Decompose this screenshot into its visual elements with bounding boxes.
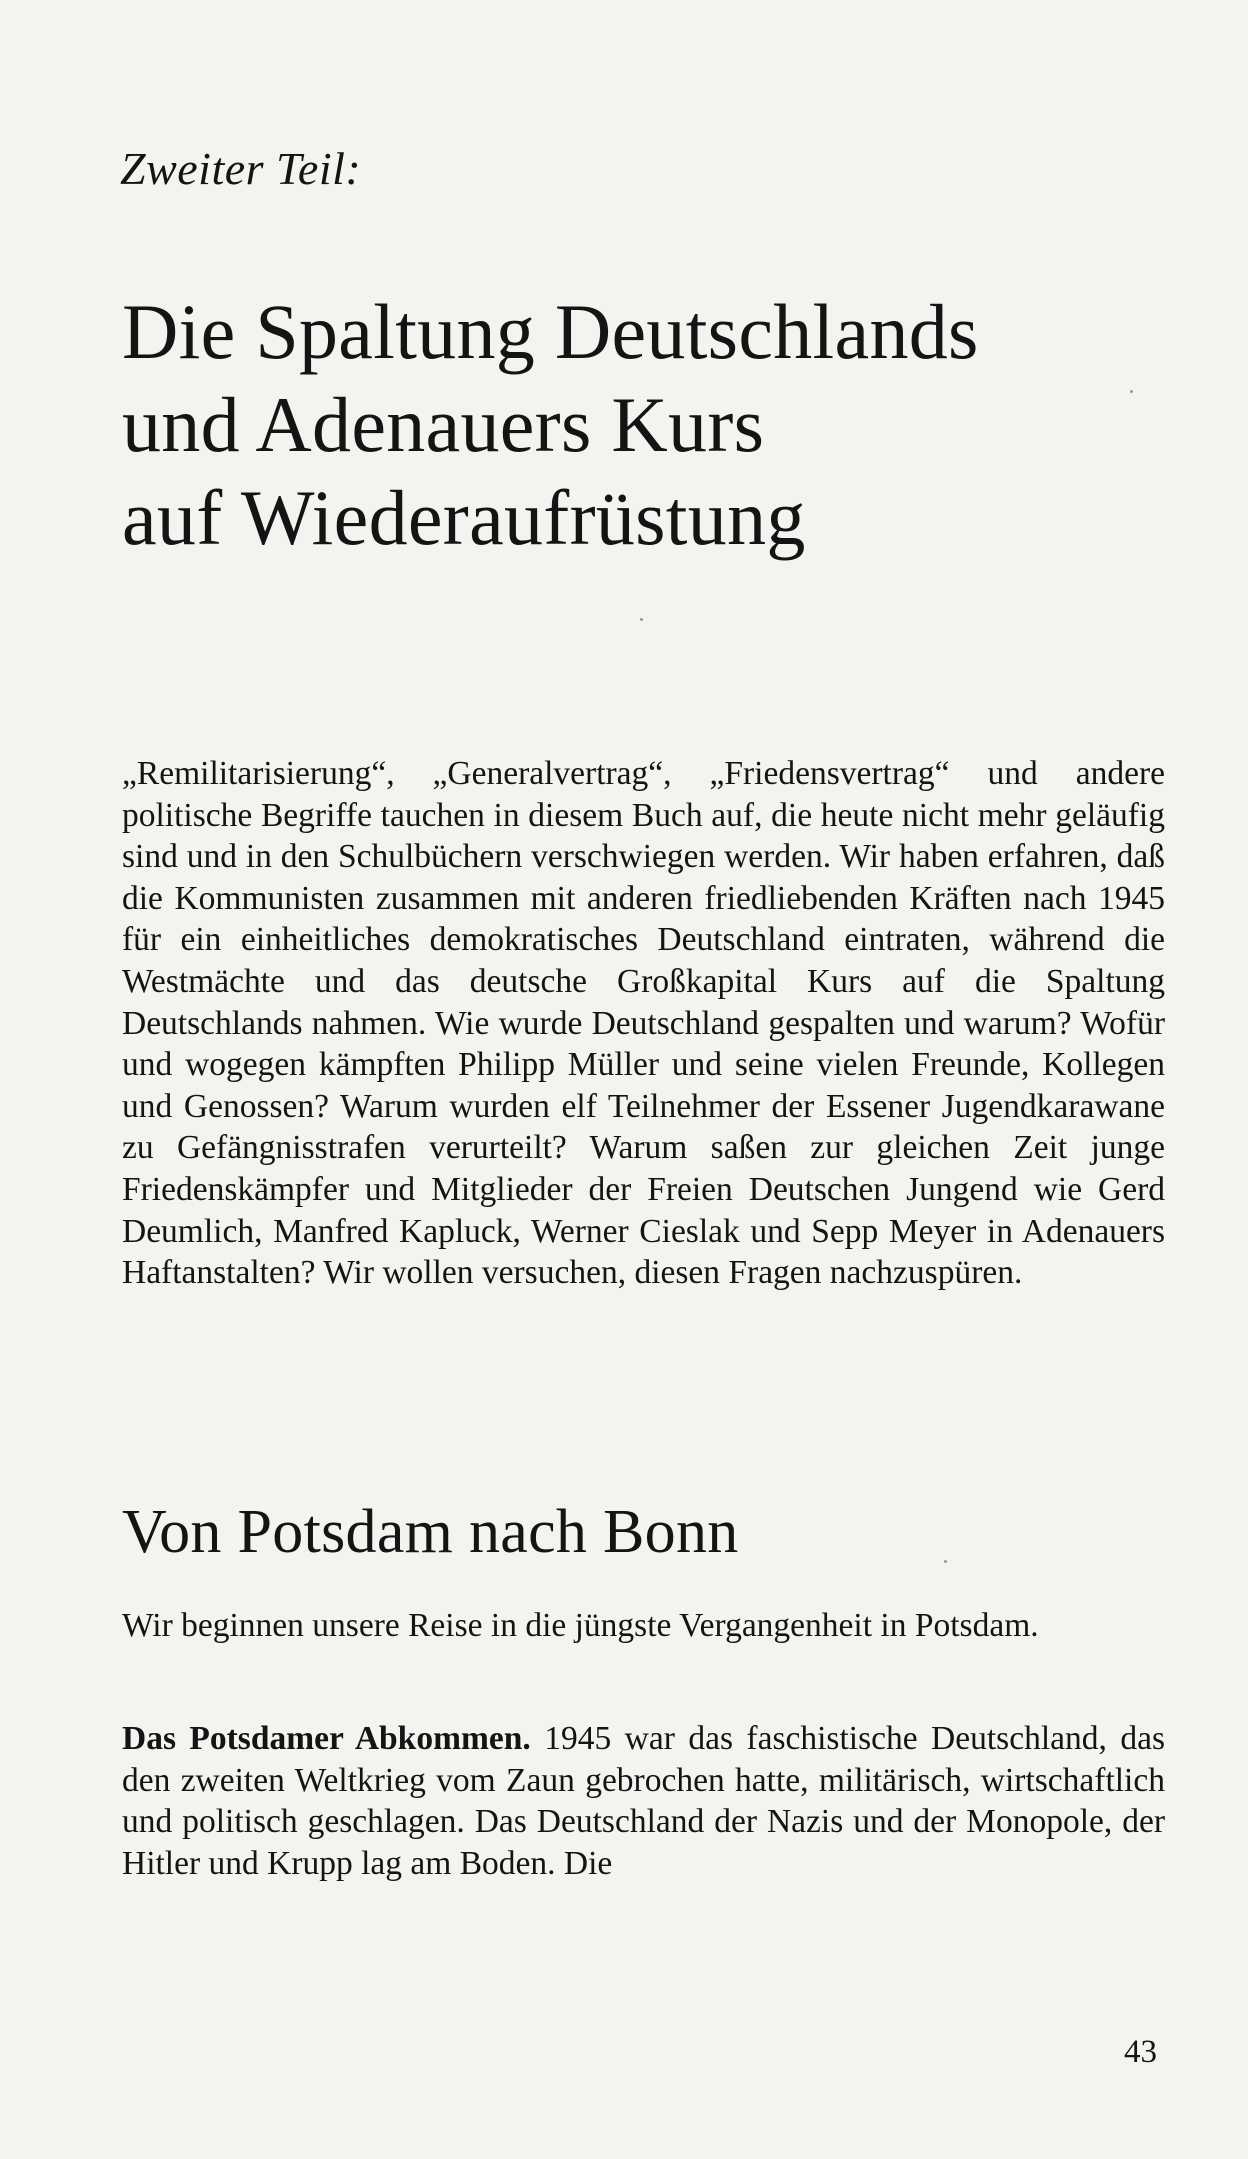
paper-speck (1130, 390, 1133, 393)
paper-speck (640, 618, 643, 621)
chapter-title (122, 285, 1172, 564)
page-number: 43 (1124, 2034, 1157, 2070)
body-paragraph (122, 1718, 1165, 1884)
body-paragraph-text: 1945 war das faschistische Deutschland, das den zweiten Weltkrieg vom Zaun gebrochen hatte, militärisch, wirtschaftlich und politisch geschlagen. Das Deutschland der Nazis und der Monopole, der Hitler und Krupp lag am Boden. Die (122, 1720, 1165, 1882)
intro-paragraph: „Remilitarisierung“, „Generalvertrag“, „Friedensvertrag“ und andere politische Begriffe tauchen in diesem Buch auf, die heute nicht mehr geläufig sind und in den Schulbüchern verschwiegen werden. Wir haben erfahren, daß die Kommunisten zusammen mit anderen friedliebenden Kräften nach 1945 für ein einheitliches demokratisches Deutschland eintraten, während die Westmächte und das deutsche Großkapital Kurs auf die Spaltung Deutschlands nahmen. Wie wurde Deutschland gespalten und warum? Wofür und wogegen kämpften Philipp Müller und seine vielen Freunde, Kollegen und Genossen? Warum wurden elf Teilnehmer der Essener Jugendkarawane zu Gefängnisstrafen verurteilt? Warum saßen zur gleichen Zeit junge Friedenskämpfer und Mitglieder der Freien Deutschen Jungend wie Gerd Deumlich, Manfred Kapluck, Werner Cieslak und Sepp Meyer in Adenauers Haftanstalten? Wir wollen versuchen, diesen Fragen nachzuspüren. (122, 755, 1165, 1292)
lead-paragraph: Wir beginnen unsere Reise in die jüngste Vergangenheit in Potsdam. (122, 1607, 1039, 1644)
chapter-title-line-1: Die Spaltung Deutschlands (122, 288, 979, 375)
chapter-title-line-3: auf Wiederaufrüstung (122, 474, 806, 561)
chapter-title-line-2: und Adenauers Kurs (122, 381, 765, 468)
run-in-heading: Das Potsdamer Abkommen. (122, 1720, 531, 1757)
part-label: Zweiter Teil: (120, 143, 362, 194)
section-title: Von Potsdam nach Bonn (122, 1498, 739, 1566)
paper-speck (944, 1560, 947, 1563)
